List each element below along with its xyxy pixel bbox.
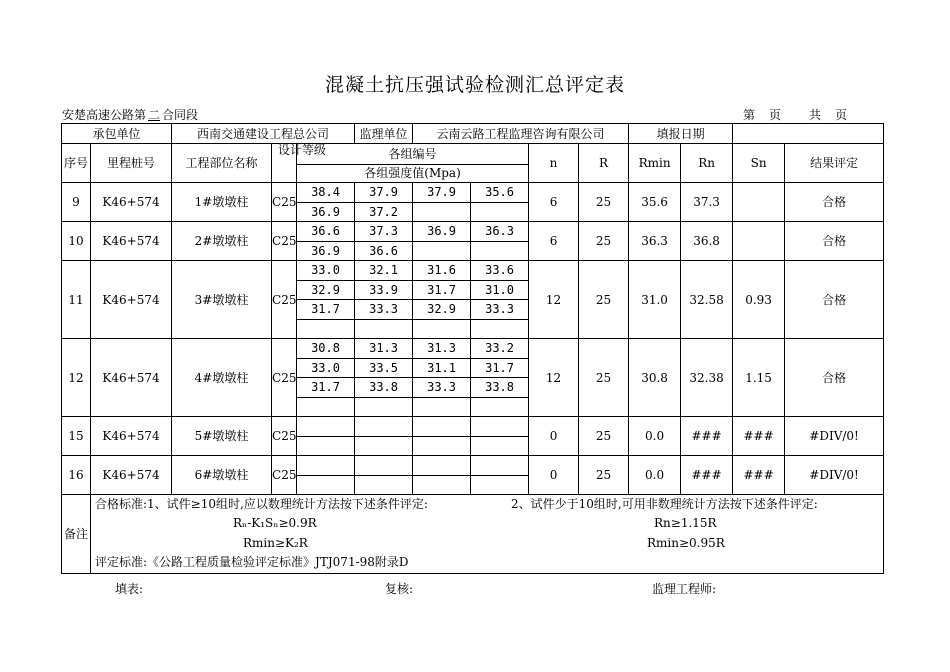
result-cell: 合格 (785, 183, 884, 222)
header-sn: Sn (733, 144, 785, 183)
strength-cell: 33.6 (471, 261, 529, 281)
strength-cell (355, 319, 413, 339)
strength-cell (355, 475, 413, 495)
notes-formula1-right: Rn≥1.15R (654, 516, 717, 530)
page-unit-label: 页 (769, 108, 782, 122)
strength-cell: 31.3 (413, 339, 471, 359)
strength-cell (297, 319, 355, 339)
header-n: n (529, 144, 579, 183)
seq-cell: 12 (62, 339, 91, 417)
header-rn: Rn (681, 144, 733, 183)
station-cell: K46+574 (91, 222, 172, 261)
strength-cell (413, 319, 471, 339)
n-cell: 0 (529, 417, 579, 456)
result-cell: #DIV/0! (785, 456, 884, 495)
table-row (62, 183, 884, 203)
grade-cell: C25 (272, 183, 297, 222)
rmin-cell: 31.0 (629, 261, 681, 339)
strength-cell: 38.4 (297, 183, 355, 203)
strength-cell (471, 475, 529, 495)
contractor-value: 西南交通建设工程总公司 (172, 124, 355, 144)
strength-cell (413, 475, 471, 495)
date-value (733, 124, 884, 144)
strength-cell (297, 397, 355, 417)
grade-cell: C25 (272, 339, 297, 417)
filled-by-label: 填表: (115, 582, 144, 596)
header-grade (272, 143, 327, 183)
strength-cell (355, 456, 413, 476)
strength-cell: 33.0 (297, 261, 355, 281)
result-cell: 合格 (785, 261, 884, 339)
strength-cell: 33.3 (471, 300, 529, 320)
rmin-cell: 0.0 (629, 417, 681, 456)
sn-cell (733, 183, 785, 222)
strength-cell (471, 436, 529, 456)
result-cell: 合格 (785, 339, 884, 417)
rn-cell: 32.58 (681, 261, 733, 339)
header-grade-text: 设计等级 (278, 143, 327, 157)
strength-cell (413, 397, 471, 417)
table-row (62, 456, 884, 476)
grade-cell: C25 (272, 456, 297, 495)
notes-label: 备注 (62, 495, 91, 574)
part-cell: 6#墩墩柱 (172, 456, 272, 495)
table-row (62, 222, 884, 242)
n-cell: 12 (529, 261, 579, 339)
notes-standard: 评定标准:《公路工程质量检验评定标准》JTJ071-98附录D (95, 555, 409, 569)
rmin-cell: 35.6 (629, 183, 681, 222)
strength-cell: 33.8 (355, 378, 413, 398)
n-cell: 0 (529, 456, 579, 495)
total-unit-label: 页 (835, 108, 848, 122)
strength-cell: 31.3 (355, 339, 413, 359)
strength-cell (297, 436, 355, 456)
strength-cell: 37.9 (413, 183, 471, 203)
header-part: 工程部位名称 (172, 144, 272, 183)
sn-cell: ### (733, 417, 785, 456)
seq-cell: 11 (62, 261, 91, 339)
part-cell: 4#墩墩柱 (172, 339, 272, 417)
strength-cell: 31.6 (413, 261, 471, 281)
strength-cell (355, 436, 413, 456)
r-cell: 25 (579, 222, 629, 261)
date-label: 填报日期 (629, 124, 733, 144)
strength-cell (297, 456, 355, 476)
notes-formula2-right: Rmin≥0.95R (647, 536, 725, 550)
strength-cell: 32.9 (413, 300, 471, 320)
strength-cell (413, 456, 471, 476)
strength-cell: 33.0 (297, 358, 355, 378)
strength-cell (355, 397, 413, 417)
header-row-1 (62, 144, 884, 165)
page-label: 第 (743, 108, 756, 122)
station-cell: K46+574 (91, 261, 172, 339)
strength-cell: 31.1 (413, 358, 471, 378)
seq-cell: 9 (62, 183, 91, 222)
reviewed-by-label: 复核: (385, 582, 414, 596)
strength-cell: 33.8 (471, 378, 529, 398)
page-counter (743, 106, 847, 123)
strength-cell: 33.5 (355, 358, 413, 378)
strength-cell (471, 241, 529, 261)
notes-line1-right: 2、试件少于10组时,可用非数理统计方法按下述条件评定: (511, 497, 818, 511)
strength-cell: 33.3 (355, 300, 413, 320)
sn-cell: 1.15 (733, 339, 785, 417)
result-cell: #DIV/0! (785, 417, 884, 456)
part-cell: 3#墩墩柱 (172, 261, 272, 339)
strength-cell: 31.7 (297, 378, 355, 398)
rn-cell: 37.3 (681, 183, 733, 222)
station-cell: K46+574 (91, 456, 172, 495)
strength-cell: 36.9 (413, 222, 471, 242)
strength-cell: 37.3 (355, 222, 413, 242)
table-row (62, 417, 884, 437)
header-rmin: Rmin (629, 144, 681, 183)
r-cell: 25 (579, 261, 629, 339)
strength-cell (471, 202, 529, 222)
strength-cell (355, 417, 413, 437)
strength-cell (413, 202, 471, 222)
strength-cell: 36.9 (297, 241, 355, 261)
strength-cell: 32.9 (297, 280, 355, 300)
sn-cell: 0.93 (733, 261, 785, 339)
strength-cell: 30.8 (297, 339, 355, 359)
rn-cell: ### (681, 417, 733, 456)
header-group-strength: 各组强度值(Mpa) (297, 164, 529, 182)
result-cell: 合格 (785, 222, 884, 261)
contractor-label: 承包单位 (62, 124, 172, 144)
strength-cell: 31.7 (471, 358, 529, 378)
strength-cell: 36.3 (471, 222, 529, 242)
summary-table (61, 123, 884, 574)
part-cell: 5#墩墩柱 (172, 417, 272, 456)
sn-cell (733, 222, 785, 261)
strength-cell (471, 397, 529, 417)
r-cell: 25 (579, 456, 629, 495)
part-cell: 2#墩墩柱 (172, 222, 272, 261)
strength-cell: 36.6 (297, 222, 355, 242)
table-row (62, 261, 884, 281)
r-cell: 25 (579, 339, 629, 417)
sn-cell: ### (733, 456, 785, 495)
strength-cell: 36.9 (297, 202, 355, 222)
notes-line1-left: 合格标准:1、试件≥10组时,应以数理统计方法按下述条件评定: (95, 497, 428, 511)
r-cell: 25 (579, 417, 629, 456)
rn-cell: ### (681, 456, 733, 495)
strength-cell: 32.1 (355, 261, 413, 281)
station-cell: K46+574 (91, 339, 172, 417)
rmin-cell: 36.3 (629, 222, 681, 261)
page-title: 混凝土抗压强试验检测汇总评定表 (324, 74, 625, 96)
rmin-cell: 30.8 (629, 339, 681, 417)
strength-cell (471, 319, 529, 339)
strength-cell (413, 436, 471, 456)
strength-cell: 37.2 (355, 202, 413, 222)
seq-cell: 16 (62, 456, 91, 495)
strength-cell: 33.2 (471, 339, 529, 359)
header-seq: 序号 (62, 144, 91, 183)
n-cell: 6 (529, 222, 579, 261)
strength-cell (413, 417, 471, 437)
strength-cell: 33.9 (355, 280, 413, 300)
strength-cell: 31.7 (413, 280, 471, 300)
total-label: 共 (809, 108, 822, 122)
notes-row (62, 495, 884, 574)
rn-cell: 32.38 (681, 339, 733, 417)
station-cell: K46+574 (91, 183, 172, 222)
grade-cell: C25 (272, 222, 297, 261)
strength-cell (413, 241, 471, 261)
supervisor-value: 云南云路工程监理咨询有限公司 (413, 124, 629, 144)
strength-cell: 31.0 (471, 280, 529, 300)
r-cell: 25 (579, 183, 629, 222)
strength-cell (471, 456, 529, 476)
engineer-label: 监理工程师: (652, 582, 717, 596)
part-cell: 1#墩墩柱 (172, 183, 272, 222)
table-row (62, 339, 884, 359)
strength-cell: 31.7 (297, 300, 355, 320)
seq-cell: 15 (62, 417, 91, 456)
rn-cell: 36.8 (681, 222, 733, 261)
strength-cell: 36.6 (355, 241, 413, 261)
notes-formula2-left: Rmin≥K₂R (243, 536, 308, 550)
header-result: 结果评定 (785, 144, 884, 183)
notes-cell (91, 495, 884, 574)
header-group-no: 各组编号 (297, 144, 529, 165)
grade-cell: C25 (272, 261, 297, 339)
n-cell: 6 (529, 183, 579, 222)
supervisor-label: 监理单位 (355, 124, 413, 144)
strength-cell: 33.3 (413, 378, 471, 398)
section-number: 二 (148, 108, 161, 122)
notes-formula1-left: Rₙ-K₁Sₙ≥0.9R (233, 516, 317, 530)
n-cell: 12 (529, 339, 579, 417)
strength-cell: 35.6 (471, 183, 529, 203)
rmin-cell: 0.0 (629, 456, 681, 495)
seq-cell: 10 (62, 222, 91, 261)
station-cell: K46+574 (91, 417, 172, 456)
project-suffix: 合同段 (162, 108, 199, 122)
info-row (62, 124, 884, 144)
project-section-label (62, 106, 198, 123)
strength-cell: 37.9 (355, 183, 413, 203)
strength-cell (297, 417, 355, 437)
header-r: R (579, 144, 629, 183)
header-station: 里程桩号 (91, 144, 172, 183)
strength-cell (471, 417, 529, 437)
strength-cell (297, 475, 355, 495)
grade-cell: C25 (272, 417, 297, 456)
project-prefix: 安楚高速公路第 (62, 108, 147, 122)
